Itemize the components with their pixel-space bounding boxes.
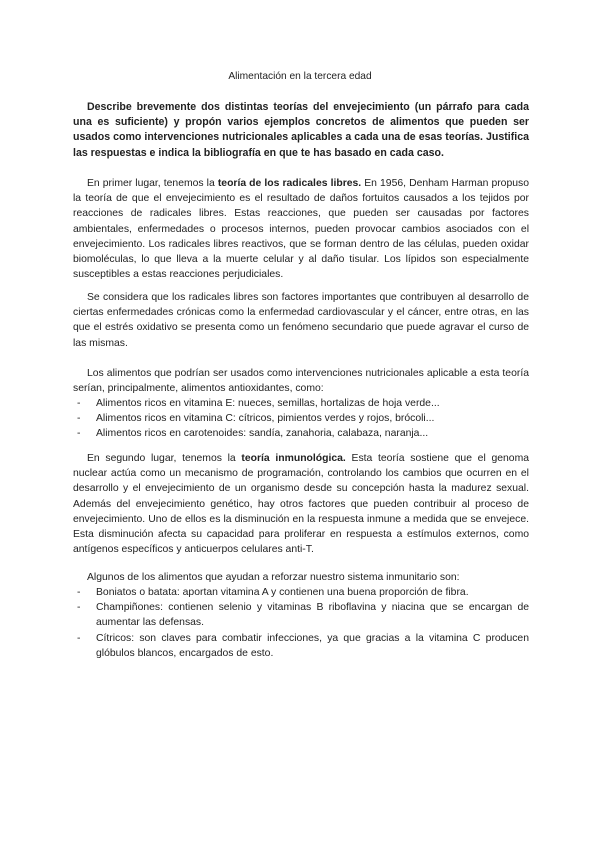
list-dash: - bbox=[77, 398, 81, 409]
assignment-question: Describe brevemente dos distintas teorías del envejecimiento (un párrafo para cada una es suficiente) y propón varios ejemplos concretos de alimentos que pueden ser usados como intervenciones nutricionales aplicables a cada una de esas teorías. Justifica las respuestas e indica la bibliografía en que te has basado en cada caso. bbox=[73, 101, 529, 159]
list-item bbox=[73, 426, 529, 441]
paragraph-chronic-diseases: Se considera que los radicales libres son factores importantes que contribuyen al desarrollo de ciertas enfermedades crónicas como la enfermedad cardiovascular y el cáncer, entre otras, en las que el estrés oxidativo se presenta como un fenómeno secundario que puede agravar el curso de las mismas. bbox=[73, 292, 529, 349]
paragraph-free-radical-theory bbox=[73, 176, 529, 282]
paragraph-immune-foods-intro: Algunos de los alimentos que ayudan a reforzar nuestro sistema inmunitario son: bbox=[87, 572, 460, 583]
theory-name-free-radicals: teoría de los radicales libres. bbox=[217, 178, 362, 189]
list-dash: - bbox=[77, 632, 81, 644]
paragraph-text: En primer lugar, tenemos la bbox=[87, 178, 218, 189]
list-item-text: Cítricos: son claves para combatir infecciones, ya que gracias a la vitamina C producen glóbulos blancos, encargados de esto. bbox=[96, 632, 529, 659]
list-item-text: Alimentos ricos en carotenoides: sandía, zanahoria, calabaza, naranja... bbox=[96, 428, 429, 440]
paragraph-text: En segundo lugar, tenemos la bbox=[87, 453, 242, 464]
list-item-text: Boniatos o batata: aportan vitamina A y contienen una buena proporción de fibra. bbox=[96, 587, 469, 598]
paragraph-antioxidant-foods-intro: Los alimentos que podrían ser usados como intervenciones nutricionales aplicable a esta teoría serían, principalmente, alimentos antioxidantes, como: bbox=[73, 368, 529, 395]
document-title: Alimentación en la tercera edad bbox=[228, 71, 372, 82]
paragraph-text: En 1956, Denham Harman propuso la teoría de que el envejecimiento es el resultado de daños fortuitos causados a los tejidos por reacciones de radicales libres. Estas reacciones, que pueden ser causadas por factores ambientales, enfermedades o procesos internos, pueden provocar cambios asociados con el envejecimiento. Los radicales libres reactivos, que se forman dentro de las células, pueden oxidar biomoléculas, lo que lleva a la muerte celular y al daño tisular. Los lípidos son especialmente susceptibles a estas reacciones perjudiciales. bbox=[73, 178, 529, 281]
paragraph-immunological-theory bbox=[73, 451, 529, 557]
paragraph-text: Esta teoría sostiene que el genoma nuclear actúa como un mecanismo de programación, controlando los cambios que ocurren en el desarrollo y el envejecimiento de un organismo desde su concepción hasta la madurez sexual. Además del envejecimiento genético, hay otros factores que pueden contribuir al proceso de envejecimiento. Uno de ellos es la disminución en la respuesta inmune a medida que se envejece. Esta disminución afecta su capacidad para proliferar en respuesta a estímulos externos, como antígenos específicos y anticuerpos celulares anti-T. bbox=[73, 453, 530, 556]
list-item bbox=[73, 585, 529, 600]
list-item bbox=[73, 396, 529, 411]
list-dash: - bbox=[77, 428, 81, 440]
immune-foods-list bbox=[73, 585, 529, 661]
list-item bbox=[73, 600, 529, 630]
list-dash: - bbox=[77, 413, 81, 425]
antioxidant-foods-list bbox=[73, 396, 529, 442]
theory-name-immunological: teoría inmunológica. bbox=[241, 453, 346, 464]
list-item bbox=[73, 631, 529, 661]
list-item-text: Alimentos ricos en vitamina E: nueces, semillas, hortalizas de hoja verde... bbox=[96, 398, 440, 409]
list-dash: - bbox=[77, 602, 81, 614]
list-dash: - bbox=[77, 587, 81, 598]
list-item-text: Champiñones: contienen selenio y vitaminas B riboflavina y niacina que se encargan de aumentar las defensas. bbox=[96, 602, 529, 629]
list-item-text: Alimentos ricos en vitamina C: cítricos, pimientos verdes y rojos, brócoli... bbox=[96, 413, 435, 425]
list-item bbox=[73, 411, 529, 426]
